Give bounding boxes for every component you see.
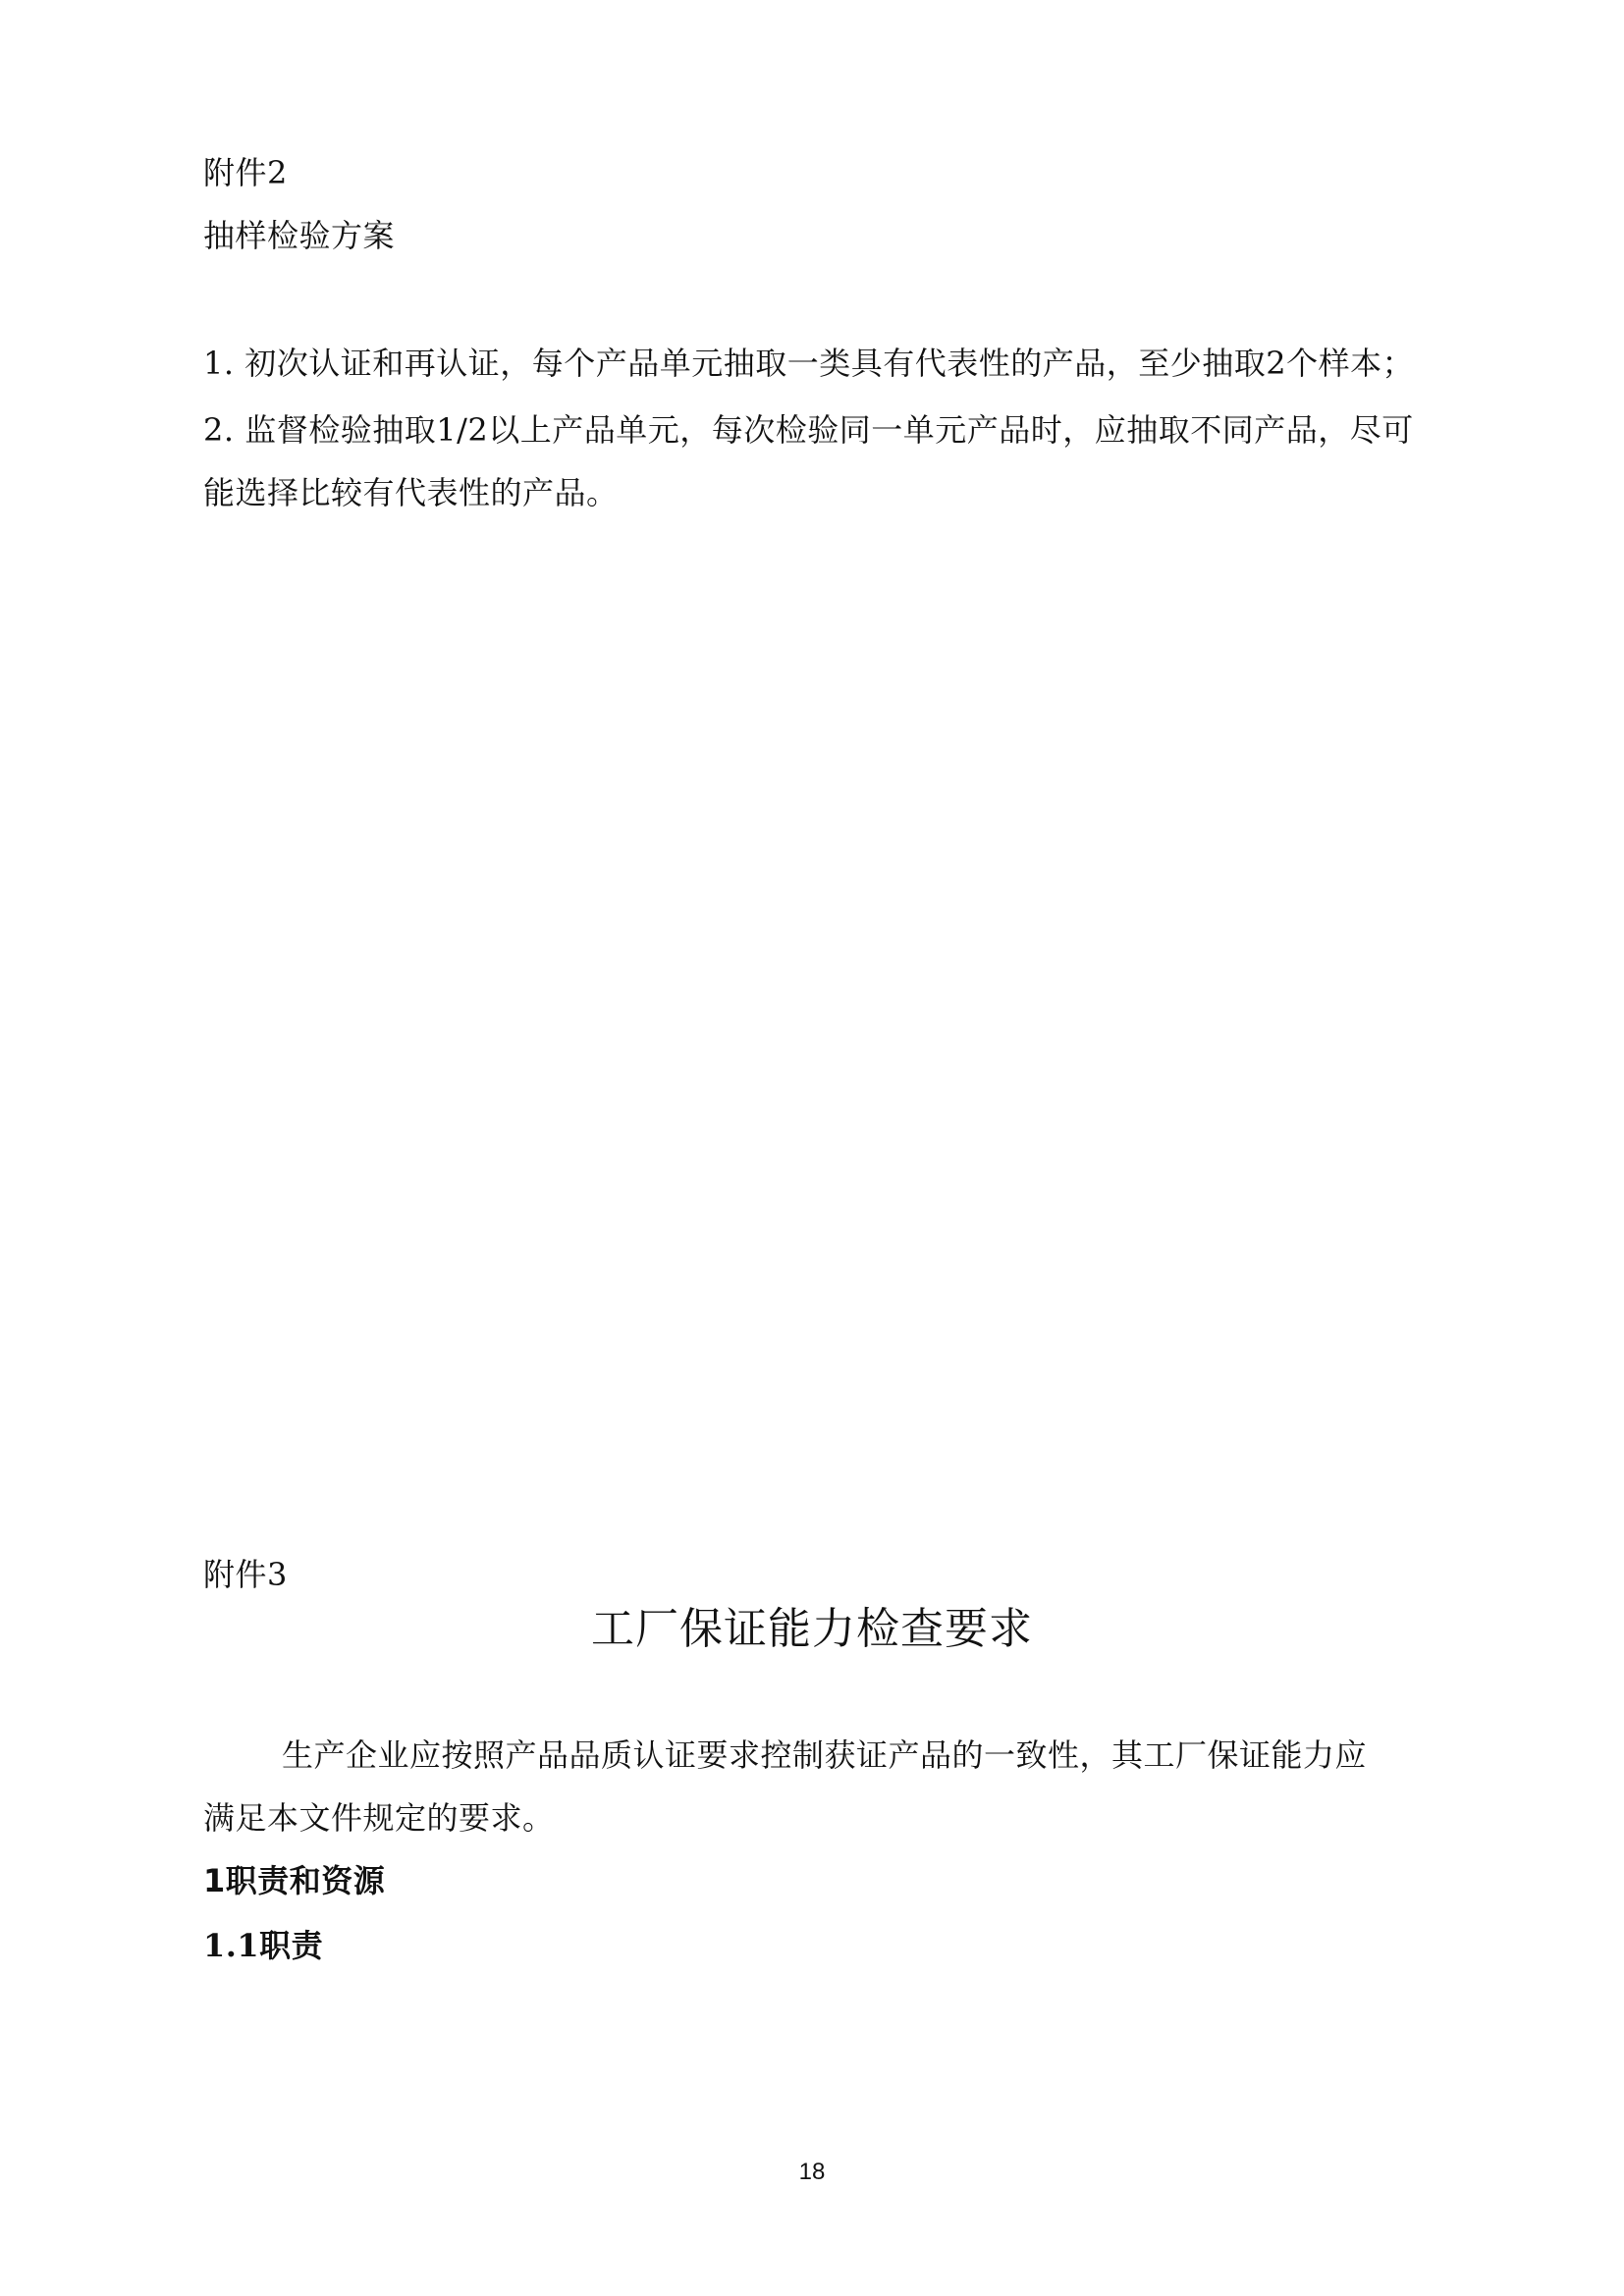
section-heading-1: 1职责和资源 — [203, 1862, 386, 1899]
annex3-title: 工厂保证能力检查要求 — [591, 1604, 1033, 1654]
intro-paragraph-line-1: 生产企业应按照产品品质认证要求控制获证产品的一致性，其工厂保证能力应 — [282, 1736, 1368, 1774]
intro-paragraph-line-2: 满足本文件规定的要求。 — [203, 1799, 555, 1837]
annex2-heading: 抽样检验方案 — [203, 217, 396, 254]
sampling-item-2-continuation: 能选择比较有代表性的产品。 — [203, 474, 619, 511]
sampling-item-1: 1. 初次认证和再认证，每个产品单元抽取一类具有代表性的产品，至少抽取2个样本； — [203, 345, 1415, 382]
annex3-label: 附件3 — [203, 1556, 288, 1593]
sampling-item-2: 2. 监督检验抽取1/2以上产品单元，每次检验同一单元产品时，应抽取不同产品，尽可 — [203, 411, 1414, 449]
section-heading-1-1: 1.1职责 — [203, 1927, 324, 1964]
page-number: 18 — [798, 2159, 826, 2185]
annex2-label: 附件2 — [203, 154, 288, 191]
